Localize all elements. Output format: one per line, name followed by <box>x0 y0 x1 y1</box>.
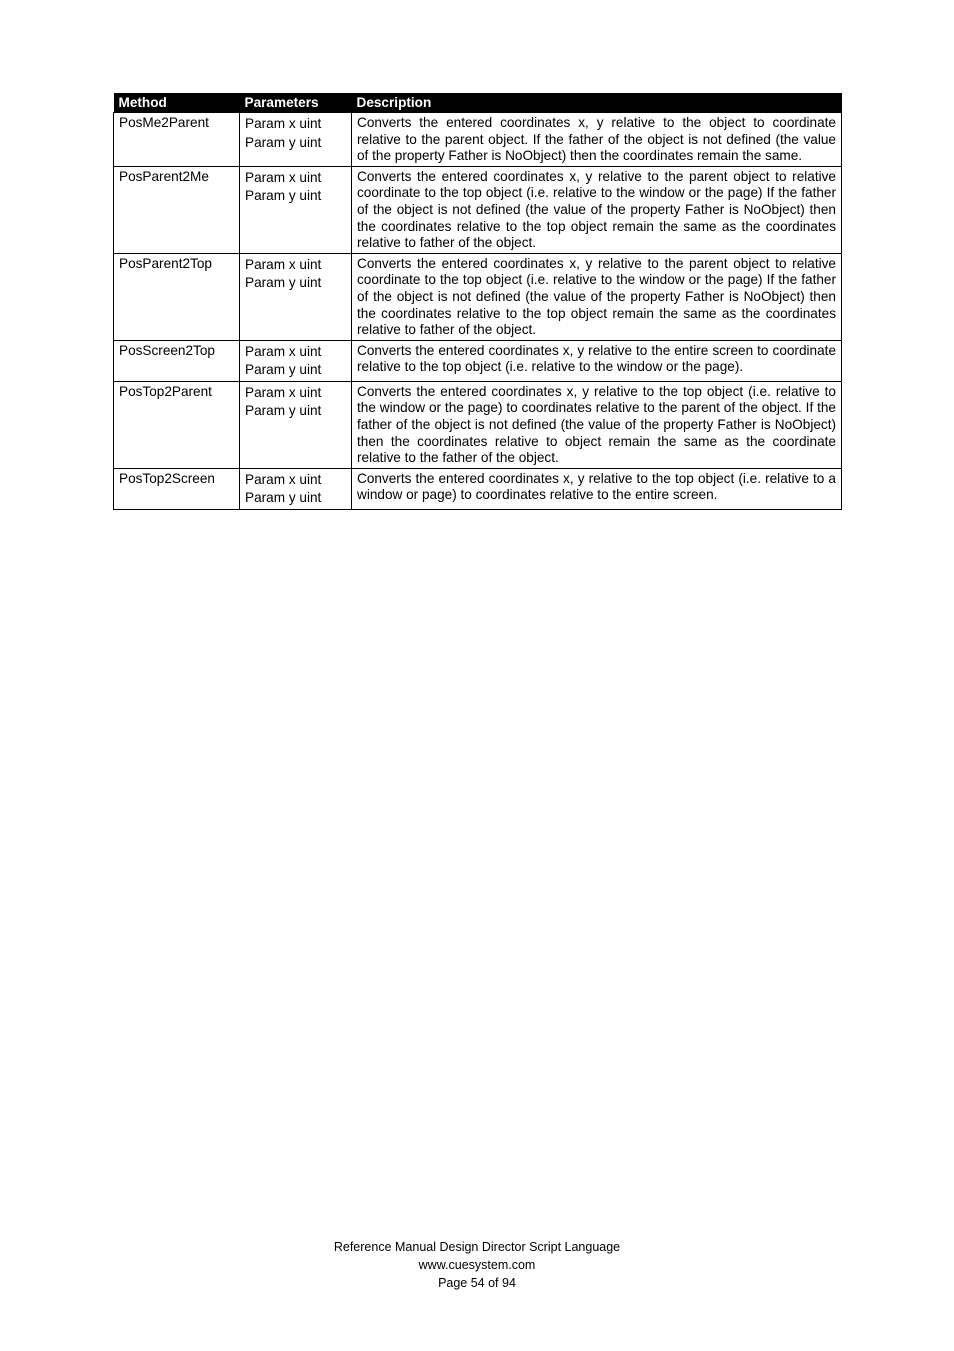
method-description: Converts the entered coordinates x, y relative to the top object (i.e. relative to a window or page) to coordinates relative to the entire screen. <box>352 468 842 509</box>
parameter-item: Param x uint <box>245 384 322 400</box>
table-row <box>114 381 842 468</box>
table-row <box>114 113 842 167</box>
method-description: Converts the entered coordinates x, y relative to the entire screen to coordinate relative to the top object (i.e. relative to the window or the page). <box>352 340 842 381</box>
header-description: Description <box>352 93 842 113</box>
parameter-item: Param y uint <box>245 188 322 204</box>
table-body <box>114 113 842 510</box>
footer-website: www.cuesystem.com <box>418 1258 536 1272</box>
table-row <box>114 253 842 340</box>
method-description: Converts the entered coordinates x, y relative to the top object (i.e. relative to the window or the page) to coordinates relative to the parent of the object. If the father of the object is not defined (the value of the property Father is NoObject) then the coordinates relative to object remain the same as the coordinate relative to the father of the object. <box>352 381 842 468</box>
method-parameters <box>240 253 352 340</box>
method-description: Converts the entered coordinates x, y relative to the object to coordinate relative to the parent object. If the father of the object is not defined (the value of the property Father is NoObject) then the coordinates remain the same. <box>352 113 842 167</box>
parameter-item: Param x uint <box>245 116 322 131</box>
table-row <box>114 166 842 253</box>
table-header-row <box>114 93 842 113</box>
parameter-item: Param x uint <box>245 471 322 487</box>
method-name: PosTop2Screen <box>114 468 240 509</box>
parameter-item: Param x uint <box>245 256 322 272</box>
table-row <box>114 340 842 381</box>
method-name: PosScreen2Top <box>114 340 240 381</box>
method-name: PosParent2Top <box>114 253 240 340</box>
footer-page-number: Page 54 of 94 <box>438 1276 516 1290</box>
table-row <box>114 468 842 509</box>
header-parameters: Parameters <box>240 93 352 113</box>
method-description: Converts the entered coordinates x, y relative to the parent object to relative coordinate to the top object (i.e. relative to the window or the page) If the father of the object is not defined (the value of the property Father is NoObject) then the coordinates relative to the top object remain the same as the coordinates relative to father of the object. <box>352 253 842 340</box>
method-parameters <box>240 113 352 167</box>
method-parameters <box>240 381 352 468</box>
parameter-item: Param y uint <box>245 490 322 506</box>
method-name: PosParent2Me <box>114 166 240 253</box>
parameter-item: Param y uint <box>245 362 322 378</box>
parameter-item: Param x uint <box>245 343 322 359</box>
method-parameters <box>240 340 352 381</box>
parameter-item: Param y uint <box>245 275 322 291</box>
methods-table <box>113 93 842 510</box>
method-name: PosMe2Parent <box>114 113 240 167</box>
parameter-item: Param y uint <box>245 134 322 150</box>
method-name: PosTop2Parent <box>114 381 240 468</box>
method-parameters <box>240 468 352 509</box>
header-method: Method <box>114 93 240 113</box>
method-parameters <box>240 166 352 253</box>
method-description: Converts the entered coordinates x, y relative to the parent object to relative coordinate to the top object (i.e. relative to the window or the page) If the father of the object is not defined (the value of the property Father is NoObject) then the coordinates relative to the top object remain the same as the coordinates relative to father of the object. <box>352 166 842 253</box>
parameter-item: Param y uint <box>245 403 322 419</box>
footer-manual-title: Reference Manual Design Director Script Language <box>333 1240 621 1254</box>
parameter-item: Param x uint <box>245 169 322 185</box>
